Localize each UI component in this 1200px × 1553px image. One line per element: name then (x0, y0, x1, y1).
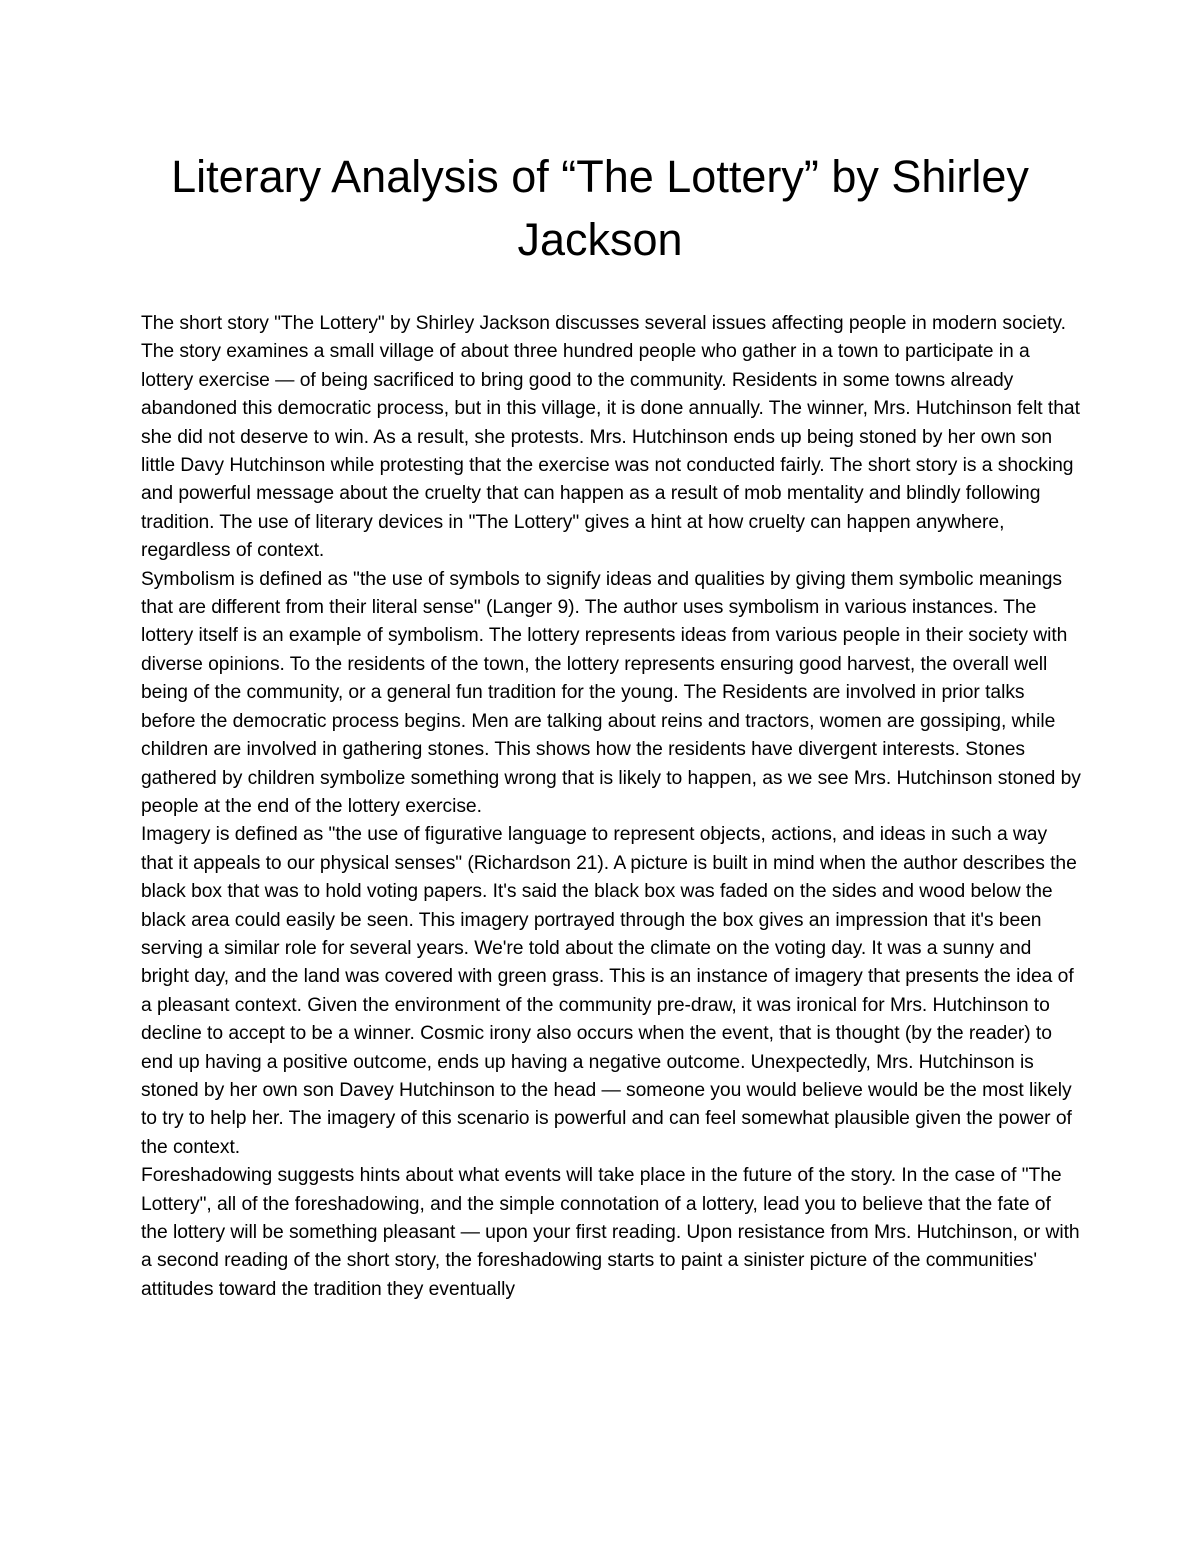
paragraph-foreshadowing: Foreshadowing suggests hints about what events will take place in the future of the story. In the case of "The Lottery", all of the foreshadowing, and the simple connotation of a lottery, lead you to believe that the fate of the lottery will be something pleasant — upon your first reading. Upon resistance from Mrs. Hutchinson, or with a second reading of the short story, the foreshadowing starts to paint a sinister picture of the communities' attitudes toward the tradition they eventually (141, 1165, 1080, 1300)
paragraph-imagery: Imagery is defined as "the use of figurative language to represent objects, actions, and ideas in such a way that it appeals to our physical senses" (Richardson 21). A picture is built in mind when the author describes the black box that was to hold voting papers. It's said the black box was faded on the sides and wood below the black area could easily be seen. This imagery portrayed through the box gives an impression that it's been serving a similar role for several years. We're told about the climate on the voting day. It was a sunny and bright day, and the land was covered with green grass. This is an instance of imagery that presents the idea of a pleasant context. Given the environment of the community pre-draw, it was ironical for Mrs. Hutchinson to decline to accept to be a winner. Cosmic irony also occurs when the event, that is thought (by the reader) to end up having a positive outcome, ends up having a negative outcome. Unexpectedly, Mrs. Hutchinson is stoned by her own son Davey Hutchinson to the head — someone you would believe would be the most likely to try to help her. The imagery of this scenario is powerful and can feel somewhat plausible given the power of the context. (141, 824, 1077, 1158)
paragraph-symbolism: Symbolism is defined as "the use of symbols to signify ideas and qualities by giving them symbolic meanings that are different from their literal sense" (Langer 9). The author uses symbolism in various instances. The lottery itself is an example of symbolism. The lottery represents ideas from various people in their society with diverse opinions. To the residents of the town, the lottery represents ensuring good harvest, the overall well being of the community, or a general fun tradition for the young. The Residents are involved in prior talks before the democratic process begins. Men are talking about reins and tractors, women are gossiping, while children are involved in gathering stones. This shows how the residents have divergent interests. Stones gathered by children symbolize something wrong that is likely to happen, as we see Mrs. Hutchinson stoned by people at the end of the lottery exercise. (141, 568, 1081, 817)
document-title: Literary Analysis of “The Lottery” by Shirley Jackson (171, 151, 1029, 265)
paragraph-introduction: The short story "The Lottery" by Shirley Jackson discusses several issues affecting people in modern society. The story examines a small village of about three hundred people who gather in a town to participate in a lottery exercise — of being sacrificed to bring good to the community. Residents in some towns already abandoned this democratic process, but in this village, it is done annually. The winner, Mrs. Hutchinson felt that she did not deserve to win. As a result, she protests. Mrs. Hutchinson ends up being stoned by her own son little Davy Hutchinson while protesting that the exercise was not conducted fairly. The short story is a shocking and powerful message about the cruelty that can happen as a result of mob mentality and blindly following tradition. The use of literary devices in "The Lottery" gives a hint at how cruelty can happen anywhere, regardless of context. (141, 313, 1080, 562)
document-body (141, 310, 1081, 1304)
